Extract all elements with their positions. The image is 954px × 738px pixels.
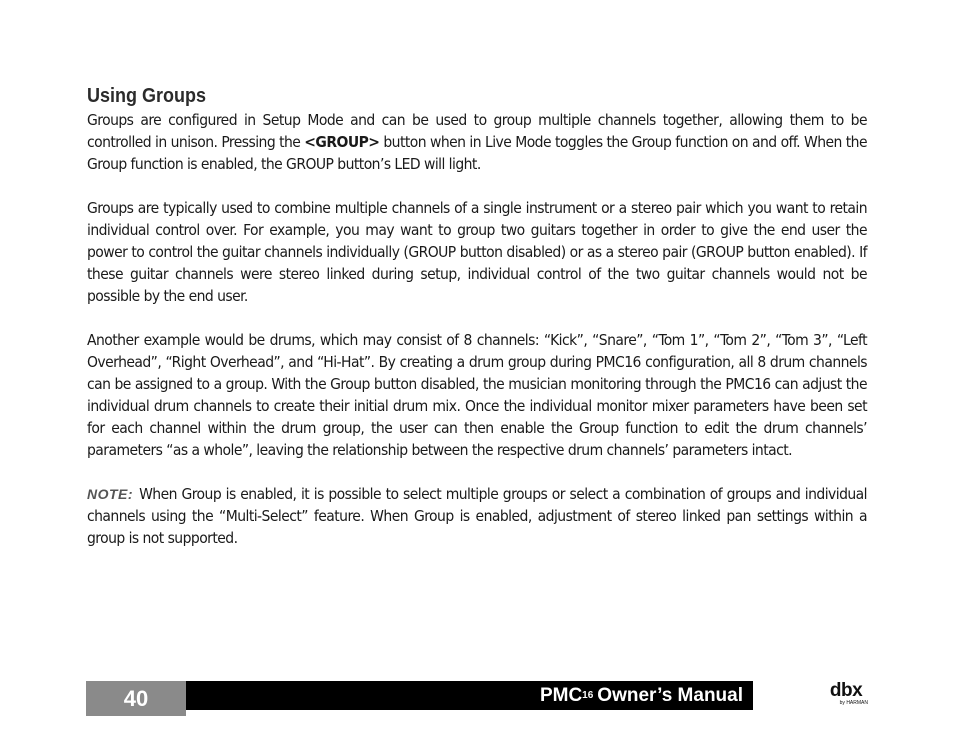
p1-text-start: Groups are configured in Setup Mode and can be used to group multiple channels together, allowing them to be controlled in unison. Pressing the (87, 111, 867, 151)
paragraph-groups-usage: Groups are typically used to combine multiple channels of a single instrument or a stereo pair which you want to retain individual control over. For example, you may want to group two guitars together in order to give the end user the power to control the guitar channels individually (GROUP button disabled) or as a stereo pair (GROUP button enabled). If these guitar channels were stereo linked during setup, individual control of the two guitar channels would not be possible by the end user. (87, 199, 867, 305)
page-content (87, 84, 867, 571)
footer-manual-title: PMC 16 Owner’s Manual (186, 681, 753, 710)
group-button-label: <GROUP> (304, 133, 380, 151)
logo-subtext: by HARMAN (839, 700, 868, 706)
logo-text: dbx (829, 680, 863, 701)
note-text: When Group is enabled, it is possible to select multiple groups or select a combination of groups and individual channels using the “Multi-Select” feature. When Group is enabled, adjustment of stereo linked pan settings within a group is not supported. (87, 485, 867, 547)
p1-text-end: button when in Live Mode toggles the Group function on and off. When the Group function is enabled, the GROUP button’s LED will light. (87, 133, 867, 173)
note-label: NOTE: (87, 486, 134, 502)
manual-title-suffix: Owner’s Manual (597, 684, 743, 706)
page-number: 40 (86, 681, 186, 716)
note-paragraph (87, 483, 867, 549)
dbx-logo (824, 682, 868, 710)
section-heading: Using Groups (87, 85, 207, 107)
manual-title-prefix: PMC (539, 684, 583, 706)
paragraph-drums-example: Another example would be drums, which may consist of 8 channels: “Kick”, “Snare”, “Tom 1”, “Tom 2”, “Tom 3”, “Left Overhead”, “Right Overhead”, and “Hi-Hat”. By creating a drum group during PMC16 configuration, all 8 drum channels can be assigned to a group. With the Group button disabled, the musician monitoring through the PMC16 can adjust the individual drum channels to create their initial drum mix. Once the individual monitor mixer parameters have been set for each channel within the drum group, the user can then enable the Group function to edit the drum channels’ parameters “as a whole”, leaving the relationship between the respective drum channels’ parameters intact. (87, 331, 867, 459)
paragraph-groups-intro (87, 109, 867, 175)
